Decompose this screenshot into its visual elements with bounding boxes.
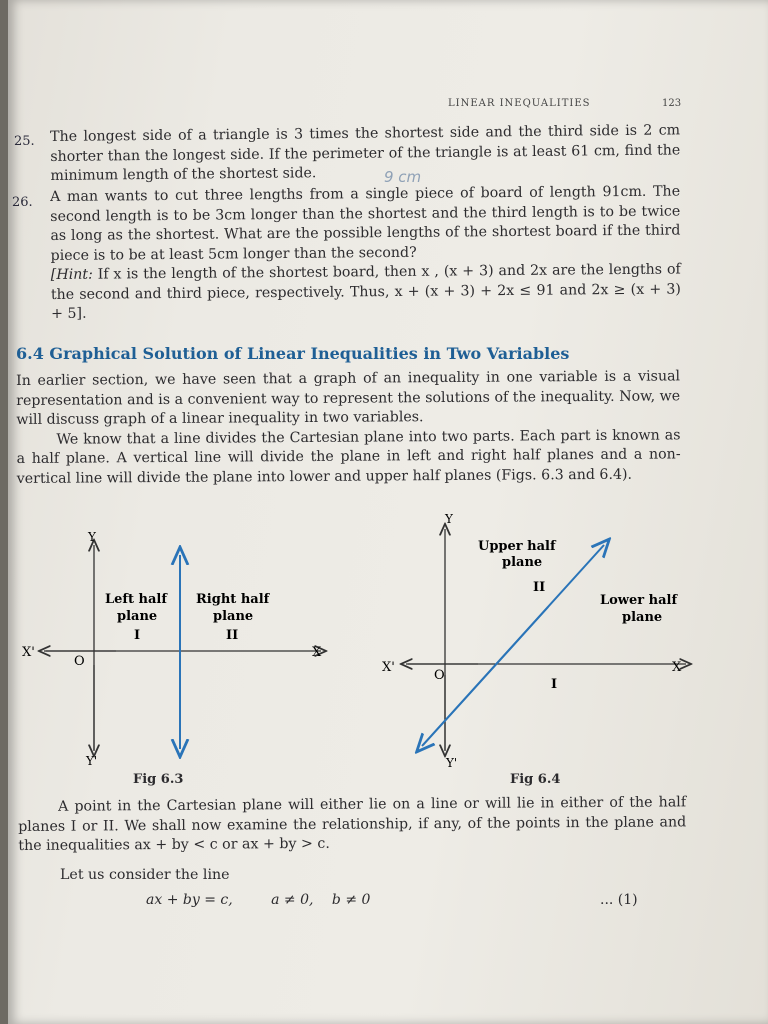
equation-lhs: ax + by = c, [146, 892, 233, 908]
svg-text:I: I [134, 628, 141, 643]
exercise-26-text: A man wants to cut three lengths from a single piece of board of length 91cm. The second length is to be 3cm longer than the shortest and the third length is to be twice as long as the shortest. What are the possible lengths of the shortest board if the third piece is to be at least 5cm longer than the second? [Hint: If x is the length of the shortest board, then x , (x + 3) and 2x are the lengths of the second and third piece, respectively. Thus, x + (x + 3) + 2x ≤ 91 and 2x ≥ (x + 3) + 5]. [50, 183, 681, 325]
paragraph: In earlier section, we have seen that a graph of an inequality in one variable is a visual representation and is a convenient way to represent the solutions of the inequality. Now, we will discuss graph of a linear inequality in two variables. [16, 368, 681, 428]
fig-6-3-caption: Fig 6.3 [133, 772, 184, 787]
x-label: X [312, 645, 322, 660]
section-title: Graphical Solution of Linear Inequalities in Two Variables [49, 344, 570, 363]
origin-label: O [74, 654, 85, 669]
upper-half-label: Upper half [478, 539, 556, 554]
svg-text:II: II [226, 628, 239, 643]
section-body [16, 367, 681, 489]
hint-text: If x is the length of the shortest board, then x , (x + 3) and 2x are the lengths of the second and third piece, respectively. Thus, x + (x + 3) + 2x ≤ 91 and 2x ≥ (x + 3) + 5]. [50, 261, 681, 322]
svg-text:plane: plane [622, 610, 663, 625]
after-figures-text: A point in the Cartesian plane will either lie on a line or will lie in either of the half planes I or II. We shall now examine the relationship, if any, of the points in the plane and the inequalities ax + by < c or ax + by > c. [18, 794, 687, 854]
y-prime-label: Y' [446, 756, 458, 770]
equation-cond-a: a ≠ 0, [271, 892, 314, 908]
equation-cond-b: b ≠ 0 [331, 892, 371, 908]
x-label: X [672, 660, 682, 675]
x-prime-label: X' [382, 660, 395, 675]
running-title: LINEAR INEQUALITIES [448, 98, 591, 109]
svg-text:plane: plane [213, 609, 254, 624]
right-half-label: Right half [196, 592, 270, 607]
section-number: 6.4 [16, 344, 44, 363]
exercise-number: 26. [12, 195, 33, 210]
exercise-number: 25. [14, 134, 35, 149]
hint [51, 260, 681, 324]
exercise-25-text: The longest side of a triangle is 3 times the shortest side and the third side is 2 cm shorter than the longest side. If the perimeter of the triangle is at least 61 cm, find the minimum length of the shortest side. [50, 122, 681, 184]
lower-half-label: Lower half [600, 593, 678, 608]
fig-6-4-caption: Fig 6.4 [510, 772, 561, 787]
section-heading [16, 344, 569, 363]
left-half-label: Left half [105, 592, 167, 607]
y-label: Y [445, 512, 453, 526]
fig-6-4 [368, 505, 698, 780]
consider-text: Let us consider the line [60, 867, 230, 883]
paragraph: We know that a line divides the Cartesian plane into two parts. Each part is known as a half plane. A vertical line will divide the plane in left and right half planes and a non-vertical line will divide the plane into lower and upper half planes (Figs. 6.3 and 6.4). [16, 426, 681, 487]
handwritten-note: 9 cm [384, 168, 422, 186]
x-prime-label: X' [22, 645, 35, 660]
y-prime-label: Y' [86, 754, 98, 768]
hint-label: [Hint: [50, 266, 93, 283]
svg-text:plane: plane [117, 609, 158, 624]
equation-reference: ... (1) [600, 892, 638, 908]
fig-6-3 [16, 525, 346, 795]
svg-text:I: I [551, 677, 558, 692]
svg-text:II: II [533, 580, 546, 595]
page-number: 123 [662, 98, 682, 109]
equation [146, 892, 370, 908]
y-label: Y [88, 530, 96, 544]
origin-label: O [434, 668, 445, 683]
svg-text:plane: plane [502, 555, 543, 570]
textbook-page [8, 0, 768, 1024]
